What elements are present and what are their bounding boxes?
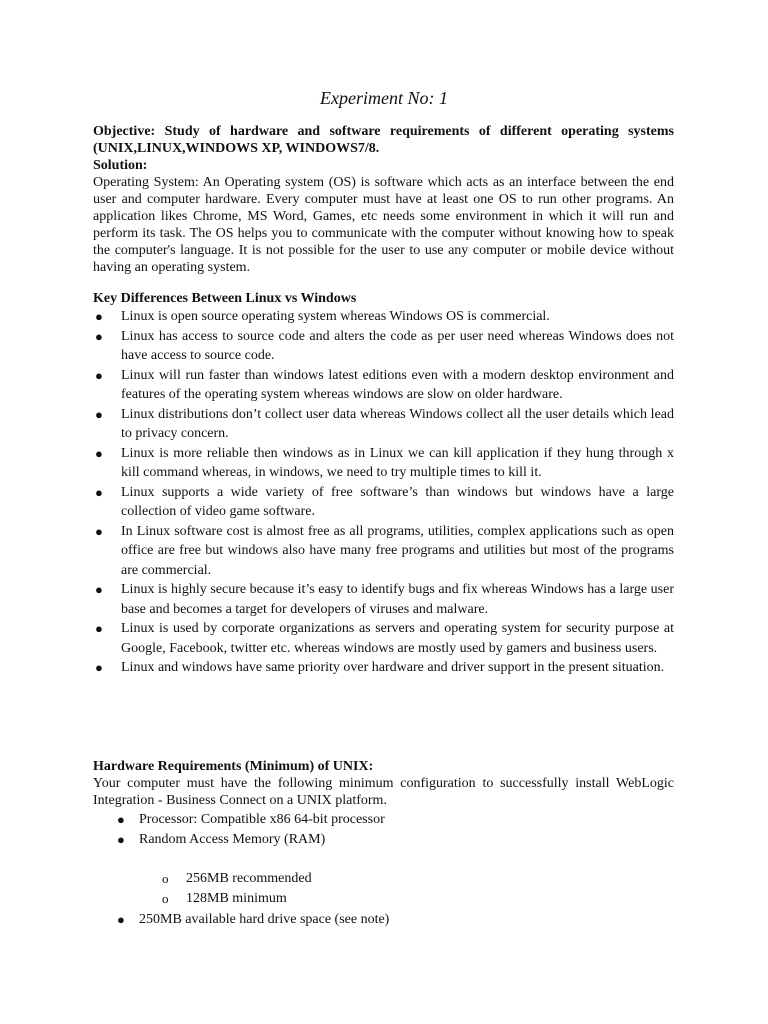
list-item: ● 250MB available hard drive space (see note) — [117, 910, 674, 930]
bullet-icon: ● — [117, 832, 125, 847]
bullet-icon: ● — [117, 912, 125, 927]
list-item: ● Linux has access to source code and alters the code as per user need whereas Windows does not have access to source code. — [95, 328, 674, 363]
solution-label: Solution: — [93, 158, 148, 173]
bullet-icon: ● — [95, 523, 103, 539]
list-item: ● Linux will run faster than windows latest editions even with a modern desktop environment and features of the operating system whereas windows are slow on older hardware. — [95, 367, 674, 402]
list-item: ● In Linux software cost is almost free as all programs, utilities, complex applications such as open office are free but windows also have many free programs and utilities but most of the programs are commercial. — [95, 523, 674, 578]
page-title: Experiment No: 1 — [320, 88, 448, 108]
list-item: ● Linux is more reliable then windows as in Linux we can kill application if they hung through x kill command whereas, in windows, we need to try multiple times to kill it. — [95, 445, 674, 480]
bullet-icon: ● — [95, 406, 103, 422]
bullet-icon: ● — [95, 445, 103, 461]
list-item: ● Linux and windows have same priority over hardware and driver support in the present situation. — [93, 658, 674, 678]
ram-options-list — [162, 869, 312, 909]
circle-bullet-icon: o — [162, 871, 169, 886]
bullet-icon: ● — [117, 812, 125, 827]
intro-paragraph: Operating System: An Operating system (OS) is software which acts as an interface between the end user and computer hardware. Every computer must have at least one OS to run other programs. An application likes Chrome, MS Word, Games, etc needs some environment in which it will run and perform its task. The OS helps you to communicate with the computer without knowing how to speak the computer's language. It is not possible for the user to use any computer or mobile device without having an operating system. — [93, 175, 674, 275]
objective-text: Objective: Study of hardware and software requirements of different operating systems (UNIX,LINUX,WINDOWS XP, WINDOWS7/8. — [93, 124, 674, 156]
list-item: ● Linux supports a wide variety of free software’s than windows but windows have a large collection of video game software. — [95, 484, 674, 519]
list-item: ● Linux is used by corporate organizations as servers and operating system for security purpose at Google, Facebook, twitter etc. whereas windows are mostly used by gamers and business users. — [95, 621, 674, 656]
bullet-icon: ● — [95, 660, 103, 675]
bullet-icon: ● — [95, 582, 103, 597]
hardware-list — [117, 810, 674, 850]
hardware-list-continued — [117, 910, 674, 930]
list-item: ● Linux is open source operating system whereas Windows OS is commercial. — [93, 307, 674, 327]
circle-bullet-icon: o — [162, 891, 169, 906]
bullet-icon: ● — [95, 328, 103, 344]
bullet-icon: ● — [95, 367, 103, 383]
list-item: ● Random Access Memory (RAM) — [117, 830, 674, 850]
list-item: ● Processor: Compatible x86 64-bit processor — [117, 810, 674, 830]
list-item: o 256MB recommended — [162, 869, 312, 889]
bullet-icon: ● — [95, 621, 103, 636]
list-item: ● Linux is highly secure because it’s easy to identify bugs and fix whereas Windows has a large user base and becomes a target for developers of viruses and malware. — [95, 582, 674, 617]
differences-list — [93, 307, 674, 678]
hardware-heading: Hardware Requirements (Minimum) of UNIX: — [93, 759, 374, 774]
hardware-intro: Your computer must have the following minimum configuration to successfully install WebLogic Integration - Business Connect on a UNIX platform. — [93, 776, 674, 808]
differences-heading: Key Differences Between Linux vs Windows — [93, 291, 357, 306]
bullet-icon: ● — [95, 309, 103, 324]
bullet-icon: ● — [95, 484, 103, 500]
list-item: o 128MB minimum — [162, 889, 312, 909]
list-item: ● Linux distributions don’t collect user data whereas Windows collect all the user details which lead to privacy concern. — [95, 406, 674, 441]
